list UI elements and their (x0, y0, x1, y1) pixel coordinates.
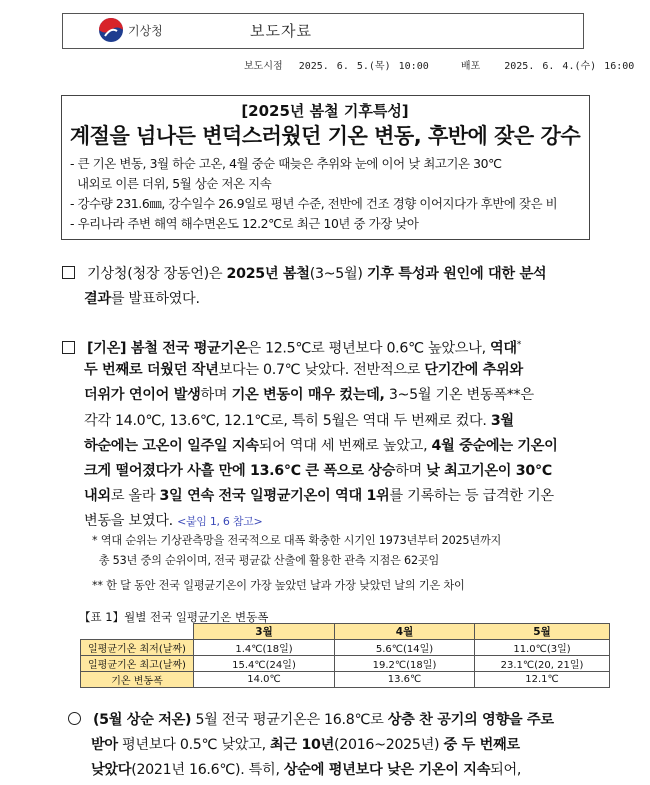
table-cell: 13.6℃ (335, 672, 475, 688)
footnote: ** 한 달 동안 전국 일평균기온이 가장 높았던 날과 가장 낮았던 날의 기온 차이 (92, 579, 465, 592)
row-header: 일평균기온 최고(날짜) (81, 656, 194, 672)
footnote: * 역대 순위는 기상관측망을 전국적으로 대폭 확충한 시기인 1973년부터 2025년까지 (92, 534, 502, 547)
text: (2021년 16.6℃). 특히, (131, 762, 284, 779)
text: 를 기록하는 등 급격한 기온 (389, 488, 554, 505)
text: 4월 중순에는 기온이 (431, 437, 558, 454)
text: * (516, 340, 522, 350)
paragraph-line (62, 358, 558, 383)
text: 더위가 연이어 발생 (84, 387, 201, 404)
table-header-row (81, 624, 610, 640)
summary-subtitle: [2025년 봄철 기후특성] (241, 102, 409, 120)
distribution-time: 2025. 6. 4.(수) 16:00 (504, 61, 635, 72)
reference-note: <붙임 1, 6 참고> (177, 515, 263, 529)
text: 상순에 평년보다 낮은 기온이 지속 (283, 762, 491, 779)
summary-bullet: - 우리나라 주변 해역 해수면온도 12.2℃로 최근 10년 중 가장 낮아 (70, 216, 419, 231)
text: 낮 최고기온이 30℃ (426, 462, 552, 479)
text: 기후 특성과 원인에 대한 분석 (366, 266, 547, 282)
text: 기상청(청장 장동언)은 (87, 266, 227, 282)
table-row (81, 640, 610, 656)
paragraph-temperature (62, 333, 558, 535)
text: 보다는 0.7℃ 낮았다. 전반적으로 (218, 362, 425, 379)
paragraph-line (62, 333, 558, 358)
table-caption: 【표 1】월별 전국 일평균기온 변동폭 (79, 610, 269, 624)
text: 평년보다 0.5℃ 낮았고, (117, 737, 270, 754)
release-time: 2025. 6. 5.(목) 10:00 (298, 61, 429, 72)
row-header: 일평균기온 최저(날짜) (81, 640, 194, 656)
table-cell: 11.0℃(3일) (475, 640, 610, 656)
table-cell: 23.1℃(20, 21일) (475, 656, 610, 672)
text: 하순에는 고온이 일주일 지속 (84, 437, 259, 454)
kma-logo-icon (96, 15, 126, 45)
text: 받아 (91, 737, 118, 754)
document-type-title: 보도자료 (250, 22, 312, 40)
column-header: 3월 (194, 624, 335, 640)
paragraph-line (62, 409, 558, 434)
text: 크게 떨어졌다가 사흘 만에 13.6℃ 큰 폭으로 상승 (84, 462, 396, 479)
table-row (81, 656, 610, 672)
summary-bullet: - 큰 기온 변동, 3월 하순 고온, 4월 중순 때늦은 추위와 눈에 이어 낮 최고기온 30℃ (70, 156, 502, 171)
text: 3~5월 기온 변동폭**은 (384, 387, 534, 404)
release-date-line (244, 57, 634, 72)
text: 하며 (395, 462, 427, 479)
text: 최근 10년 (270, 737, 334, 754)
text: (2016~2025년) (334, 737, 444, 754)
table-cell: 12.1℃ (475, 672, 610, 688)
text: (5월 상순 저온) (93, 712, 192, 728)
text: (3~5월) (309, 266, 367, 282)
text: 각각 14.0℃, 13.6℃, 12.1℃로, 특히 5월은 역대 두 번째로 컸다. (84, 412, 491, 429)
summary-headline: 계절을 넘나든 변덕스러웠던 기온 변동, 후반에 잦은 강수 (69, 124, 581, 148)
column-header: 4월 (335, 624, 475, 640)
text: 하며 (200, 387, 232, 404)
text: 두 번째로 더웠던 작년 (84, 362, 219, 379)
text: 를 발표하였다. (110, 291, 200, 308)
text: 단기간에 추위와 (424, 362, 523, 379)
table-cell: 5.6℃(14일) (335, 640, 475, 656)
text: 되어, (490, 762, 522, 779)
text: 중 두 번째로 (443, 737, 520, 754)
table-row (81, 672, 610, 688)
text: 역대 (490, 340, 517, 357)
text: 기온 변동이 매우 컸는데, (231, 387, 385, 404)
agency-name: 기상청 (128, 24, 163, 38)
paragraph-line (62, 484, 558, 509)
text: [기온] (87, 340, 131, 357)
text: 내외 (84, 488, 111, 505)
text: 봄철 전국 평균기온 (130, 340, 248, 357)
paragraph-line (62, 459, 558, 484)
column-header: 5월 (475, 624, 610, 640)
summary-bullet: 내외로 이른 더위, 5월 상순 저온 지속 (70, 176, 272, 191)
text: 상층 찬 공기의 영향을 주로 (387, 712, 554, 728)
text: 3월 (490, 412, 514, 429)
row-header: 기온 변동폭 (81, 672, 194, 688)
paragraph-may-cold (62, 708, 554, 784)
temperature-range-table (80, 623, 610, 688)
text: 로 올라 (110, 488, 160, 505)
distribution-label: 배포 (460, 61, 481, 72)
paragraph-overview (62, 262, 546, 312)
paragraph-line (62, 383, 558, 408)
text: 변동을 보였다. (84, 513, 178, 530)
paragraph-line (62, 434, 558, 459)
table-cell: 1.4℃(18일) (194, 640, 335, 656)
text: 3일 연속 전국 일평균기온이 역대 1위 (159, 488, 390, 505)
footnote: 총 53년 중의 순위이며, 전국 평균값 산출에 활용한 관측 지점은 62곳임 (92, 554, 440, 567)
text: 2025년 봄철 (226, 266, 310, 282)
table-cell: 15.4℃(24일) (194, 656, 335, 672)
square-bullet-icon (62, 266, 75, 279)
square-bullet-icon (62, 341, 75, 354)
table-cell: 14.0℃ (194, 672, 335, 688)
table-corner (81, 624, 194, 640)
table-cell: 19.2℃(18일) (335, 656, 475, 672)
text: 은 12.5℃로 평년보다 0.6℃ 높았으나, (247, 340, 490, 357)
circle-bullet-icon (68, 712, 81, 725)
text: 결과 (84, 291, 111, 308)
text: 되어 역대 세 번째로 높았고, (258, 437, 432, 454)
text: 5월 전국 평균기온은 16.8℃로 (191, 712, 388, 728)
text: 낮았다 (91, 762, 132, 779)
summary-bullet: - 강수량 231.6㎜, 강수일수 26.9일로 평년 수준, 전반에 건조 경향 이어지다가 후반에 잦은 비 (70, 196, 558, 211)
release-label: 보도시점 (244, 61, 283, 72)
